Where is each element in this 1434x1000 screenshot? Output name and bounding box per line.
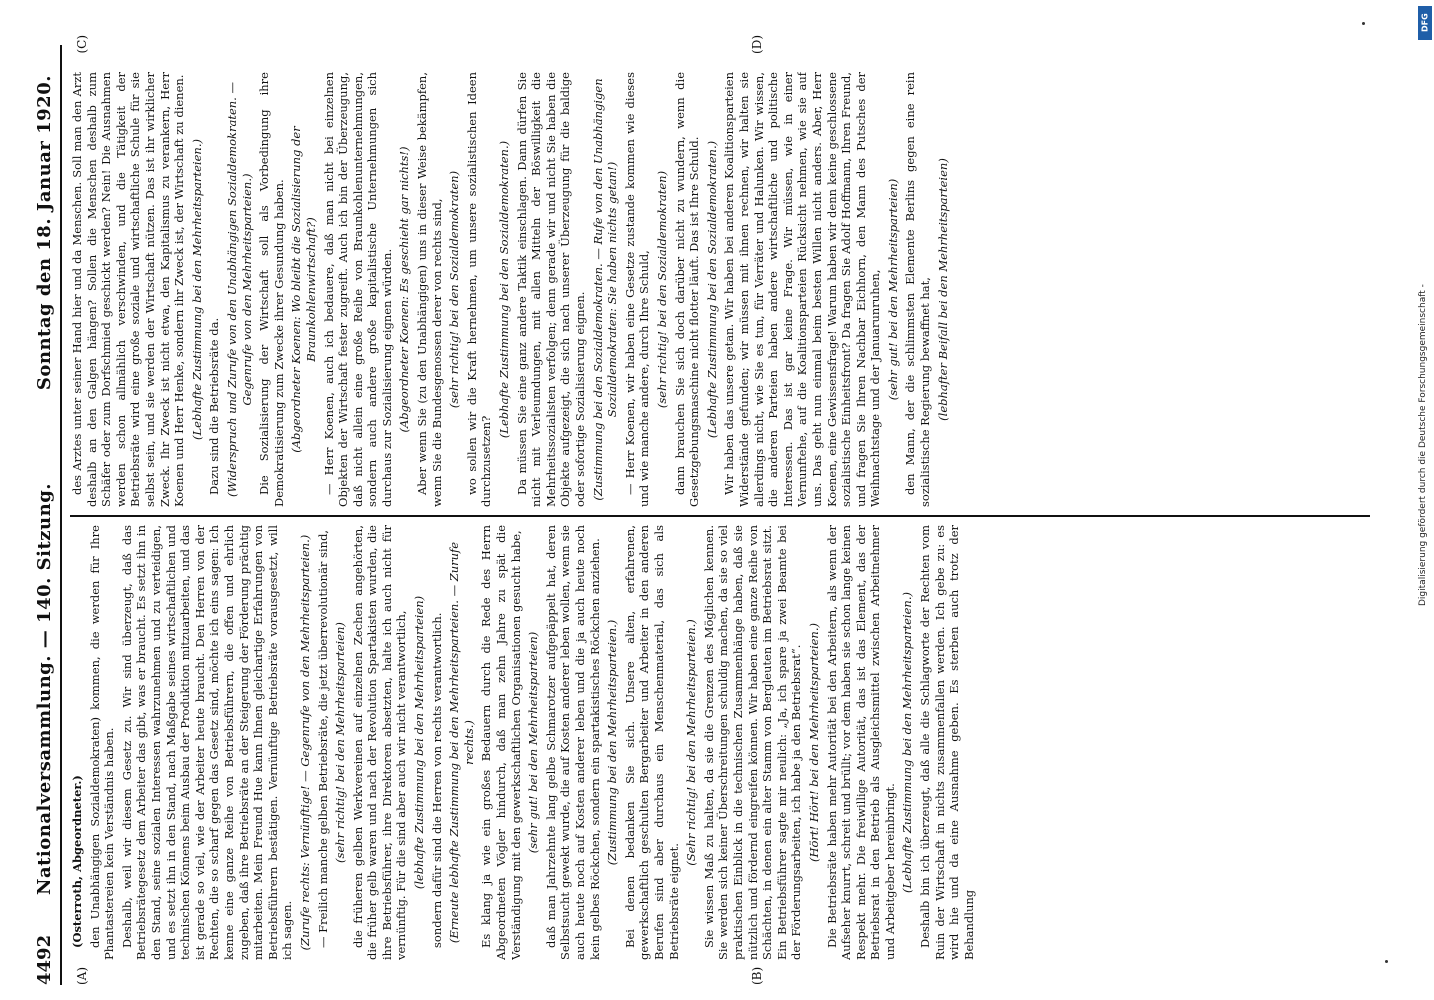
paragraph: Die Betriebsräte haben mehr Autorität bei den Arbeitern, als wenn der Aufseher knurrt, schreit und brüllt; vor dem haben sie schon lange keinen Respekt mehr. Die freiwillige Autorität, das ist das Element, das der Betriebsrat in den Betrieb als Ausgleichsmittel zwischen Arbeitnehmer und Arbeitgeber hereinbringt. [824,525,897,960]
interjection: (Lebhafte Zustimmung bei den Mehrheitsparteien.) [900,592,915,893]
paragraph: wo sollen wir die Kraft hernehmen, um unsere sozialistischen Ideen durchzusetzen? [464,72,494,507]
paragraph: den Unabhängigen Sozialdemokraten) kommen, die werden für Ihre Phantastereien kein Verständnis haben. [87,525,117,960]
scan-speck [1385,960,1388,963]
paragraph: Da müssen Sie eine ganz andere Taktik einschlagen. Dann dürfen Sie nicht mit Verleumdungen, mit allen Mitteln der Böswilligkeit die Mehrheitssozialisten verfolgen; denn gerade wir und nicht Sie haben die Objekte aufgezeigt, die sich nach unserer Überzeugung für die baldige oder sofortige Sozialisierung eignen. [514,72,587,507]
interjection: (Sehr richtig! bei den Mehrheitsparteien.) [684,619,699,866]
paragraph: die früheren gelben Werkvereinen auf einzelnen Zechen angehörten, die früher gelb waren und nach der Revolution Spartakisten wurden, die ihre Betriebsführer, ihre Direktoren absetzten, halte ich auch nicht für vernünftig. Für die sind aber auch wir nicht verantwortlich, [350,525,409,960]
paragraph: den Mann, der die schlimmsten Elemente Berlins gegen eine rein sozialistische Regierung bewaffnet hat, [903,72,933,507]
margin-marker-b: (B) [750,966,764,985]
interjection: (Lebhafte Zustimmung bei den Mehrheitsparteien.) [189,139,204,440]
funding-sidebar [1418,6,1432,986]
scan-speck [1362,22,1365,25]
paragraph: Bei denen bedanken Sie sich. Unsere alten, erfahrenen, gewerkschaftlich geschulten Bergarbeiter und Arbeiter in den anderen Berufen sind aber durchaus ein Menschenmaterial, das sich als Betriebsräte eignet. [622,525,681,960]
interjection: (sehr richtig! bei den Mehrheitsparteien) [333,622,348,863]
interjection: (sehr gut! bei den Mehrheitsparteien) [526,631,541,854]
paragraph: daß man Jahrzehnte lang gelbe Schmarotzer aufgepäppelt hat, deren Selbstsucht gewekt wurde, die auf Kosten anderer leben wollen, wenn sie auch heute noch auf Kosten anderer leben und die ja auch heute noch kein gelbes Röckchen, sondern ein spartakistisches Röckchen anziehen. [543,525,602,960]
margin-marker-d: (D) [750,35,764,54]
paragraph: — Herr Koenen, wir haben eine Gesetze zustande kommen wie dieses und wie manche andere, durch Ihre Schuld, [622,72,652,507]
header-session-title: Nationalversammlung. — 140. Sitzung. [34,482,55,895]
margin-marker-a: (A) [75,966,89,985]
dfg-logo-icon: DFG [1418,6,1432,40]
interjection: (sehr richtig! bei den Sozialdemokraten) [447,170,462,409]
interjection: (Zustimmung bei den Sozialdemokraten. — Rufe von den Unabhängigen Sozialdemokraten: Sie haben nichts getan!) [590,78,620,501]
speaker-line: (Osterroth, Abgeordneter.) [70,775,84,948]
paragraph: Dazu sind die Betriebsräte da. [207,317,222,495]
rotated-scanned-page [30,35,1390,985]
column-divider [70,516,1370,518]
interjection: (lebhafte Zustimmung bei den Mehrheitsparteien) [412,595,427,890]
interjection: (sehr richtig! bei den Sozialdemokraten) [654,170,669,409]
paragraph: dann brauchen Sie sich doch darüber nicht zu wundern, wenn die Gesetzgebungsmaschine nicht flotter läuft. Das ist Ihre Schuld. [672,72,702,507]
paragraph: Deshalb, weil wir diesem Gesetz zu. Wir sind überzeugt, daß das Betriebsrätegesetz dem Arbeiter das gibt, was er braucht. Es setzt ihn in den Stand, seine sozialen Interessen wahrzunehmen und zu verteidigen, und es setzt ihn in den Stand, nach Maßgabe seines wirtschaftlichen und technischen Könnens beim Ausbau der Produktion mitzuarbeiten, und das ist gerade so viel, wie der Arbeiter heute braucht. Den Herren von der Rechten, die so scharf gegen das Gesetz sind, möchte ich eins sagen: Ich kenne eine ganze Reihe von Betriebsführern, die offen und ehrlich zugeben, daß ihre Betriebsräte an der Steigerung der Förderung prächtig mitarbeiten. Mein Freund Hue kann Ihnen gleichartige Erfahrungen von Betriebsführern bestätigen. Vernünftige Betriebsräte vorausgesetzt, will ich sagen. [119,525,295,960]
interjection: (Erneute lebhafte Zustimmung bei den Mehrheitsparteien. — Zurufe rechts.) [447,541,476,944]
page-header [30,45,62,985]
interjection: (sehr gut! bei den Mehrheitsparteien) [885,178,900,401]
page-number: 4492 [34,934,55,985]
header-date: Sonntag den 18. Januar 1920. [34,75,55,391]
paragraph: Die Sozialisierung der Wirtschaft soll als Vorbedingung ihre Demokratisierung zum Zwecke ihrer Gesundung haben. [257,72,286,507]
paragraph: Wir haben das unsere getan. Wir haben bei anderen Koalitionsparteien Widerstände gefunden; wir müssen mit ihnen rechnen, wir halten sie allerdings nicht, wie Sie es tun, für Verräter und Halunken. Wir wissen, die anderen Parteien haben andere wirtschaftliche und politische Interessen. Das ist gar keine Frage. Wir müssen, wie in einer Vernunftehe, auf die Koalitionsparteien Rücksicht nehmen, wie sie auf uns. Das geht nun einmal beim besten Willen nicht anders. Aber, Herr Koenen, eine Gewissensfrage! Warum haben wir denn keine geschlossene sozialistische Einheitsfront? Da fragen Sie Adolf Hoffmann, Ihren Freund, und fragen Sie Ihren Nachbar Eichhorn, den Mann des Putsches der Weihnachtstage und der Januarunruhen, [722,72,883,507]
paragraph: sondern dafür sind die Herren von rechts verantwortlich. [429,612,444,948]
interjection: (Abgeordneter Koenen: Wo bleibt die Sozialisierung der Braunkohlenwirtschaft?) [289,126,318,453]
interjection: (lebhafter Beifall bei den Mehrheitsparteien) [935,158,950,421]
margin-marker-c: (C) [75,35,89,54]
interjection: (Widerspruch und Zurufe von den Unabhängigen Sozialdemokraten. — Gegenrufe von den Mehrheitsparteien.) [224,82,254,497]
text-column-right [70,72,1370,507]
paragraph: Sie wissen Maß zu halten, da sie die Grenzen des Möglichen kennen. Sie werden sich keiner Überschreitungen schuldig machen, da sie so viel praktischen Einblick in die technischen Zusammenhänge haben, daß sie nützlich und fördernd eingreifen können. Wir haben eine ganze Reihe von Schächten, in denen ein alter Stamm von Bergleuten im Betriebsrat sitzt. Ein Betriebsführer sagte mir neulich: „Ja, ich spare ja zwei Beamte bei der Förderungsarbeiten, ich habe ja den Betriebsrat“. [701,525,804,960]
paragraph: Es klang ja wie ein großes Bedauern durch die Rede des Herrn Abgeordneten Vögler hindurch, daß man zehn Jahre zu spät die Verständigung mit den gewerkschaftlichen Organisationen gesucht habe, [479,525,523,960]
interjection: (Zustimmung bei den Mehrheitsparteien.) [605,619,620,866]
paragraph: — Herr Koenen, auch ich bedauere, daß man nicht bei einzelnen Objekten der Wirtschaft fester zugreift. Auch ich bin der Überzeugung, daß nicht allein eine große Reihe von Braunkohlenunternehmungen, sondern auch andere große kapitalistische Unternehmungen sich durchaus zur Sozialisierung eignen würden. [321,72,394,507]
paragraph: Aber wenn Sie (zu den Unabhängigen) uns in dieser Weise bekämpfen, wenn Sie die Bundesgenossen derer von rechts sind, [415,72,444,507]
interjection: (Abgeordneter Koenen: Es geschieht gar nichts!) [397,146,412,433]
interjection: (Lebhafte Zustimmung bei den Sozialdemokraten.) [704,140,719,439]
interjection: (Zurufe rechts: Vernünftige! — Gegenrufe von den Mehrheitsparteien.) [297,534,312,951]
interjection: (Hört! Hört! bei den Mehrheitsparteien.) [806,623,821,862]
paragraph: des Arztes unter seiner Hand hier und da Menschen. Soll man den Arzt deshalb an den Galgen hängen? Sollen die Menschen deshalb zum Schäfer oder zum Dorfschmied geschickt werden? Nein! Die Ausnahmen werden schon allmählich verschwinden, und die Tätigkeit der Betriebsräte wird eine große soziale und wirtschaftliche Schule für sie selbst sein, und sie werden der Wirtschaft nützen. Das ist ihr wirklicher Zweck. Ihr Zweck ist nicht etwa, den Kapitalismus zu verankern, Herr Koenen und Herr Henke, sondern ihr Zweck ist, der Wirtschaft zu dienen. [70,72,187,507]
interjection: (Lebhafte Zustimmung bei den Sozialdemokraten.) [497,140,512,439]
text-column-left [70,525,1370,960]
funding-note: Digitalisierung gefördert durch die Deutsche Forschungsgemeinschaft - [1418,284,1428,606]
paragraph: — Freilich manche gelben Betriebsräte, die jetzt überrevolutionär sind, [315,529,330,948]
paragraph: Deshalb bin ich überzeugt, daß alle die Schlagworte der Rechten vom Ruin der Wirtschaft in nichts zusammenfallen werden. Ich gebe zu: es wird hie und da eine Ausnahme geben. Es sterben auch trotz der Behandlung [918,525,976,960]
